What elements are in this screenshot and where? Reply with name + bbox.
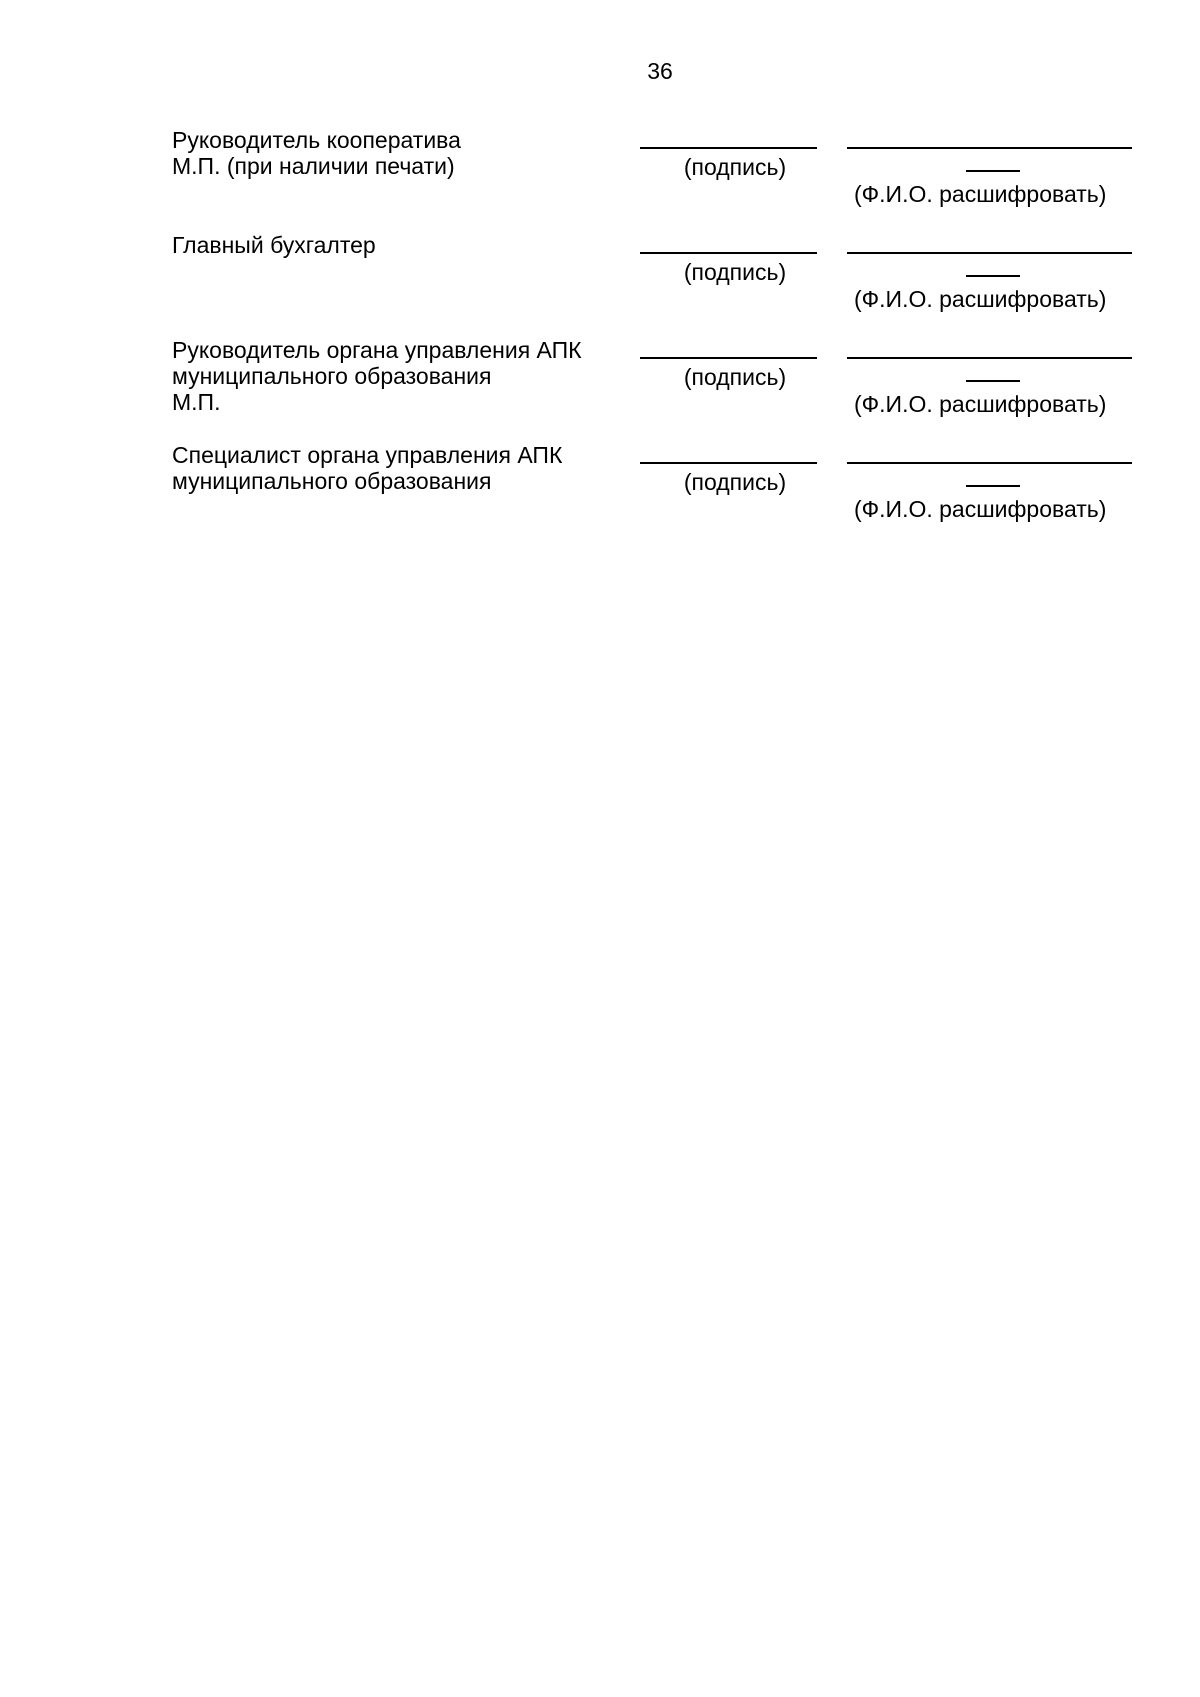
- name-line: [847, 147, 1132, 149]
- signature-line: [640, 252, 817, 254]
- role-label: Руководитель органа управления АПК муниципального образования М.П.: [172, 337, 582, 415]
- name-caption: (Ф.И.О. расшифровать): [854, 496, 1107, 522]
- role-label: Главный бухгалтер: [172, 232, 376, 258]
- short-dash: [966, 170, 1020, 172]
- role-label: Специалист органа управления АПК муниципального образования: [172, 442, 563, 494]
- signature-caption: (подпись): [683, 259, 787, 285]
- name-line: [847, 357, 1132, 359]
- signature-line: [640, 462, 817, 464]
- signature-line: [640, 357, 817, 359]
- page-number: 36: [647, 58, 673, 84]
- signature-caption: (подпись): [683, 364, 787, 390]
- short-dash: [966, 275, 1020, 277]
- name-caption: (Ф.И.О. расшифровать): [854, 391, 1107, 417]
- signature-caption: (подпись): [683, 154, 787, 180]
- name-line: [847, 462, 1132, 464]
- signature-block-apk-specialist: [172, 442, 1132, 542]
- role-label: Руководитель кооператива М.П. (при наличии печати): [172, 127, 461, 179]
- name-caption: (Ф.И.О. расшифровать): [854, 181, 1107, 207]
- short-dash: [966, 485, 1020, 487]
- signature-block-chief-accountant: [172, 232, 1132, 332]
- name-line: [847, 252, 1132, 254]
- signature-caption: (подпись): [683, 469, 787, 495]
- signature-block-cooperative-head: [172, 127, 1132, 227]
- short-dash: [966, 380, 1020, 382]
- signature-block-apk-head: [172, 337, 1132, 437]
- signature-line: [640, 147, 817, 149]
- name-caption: (Ф.И.О. расшифровать): [854, 286, 1107, 312]
